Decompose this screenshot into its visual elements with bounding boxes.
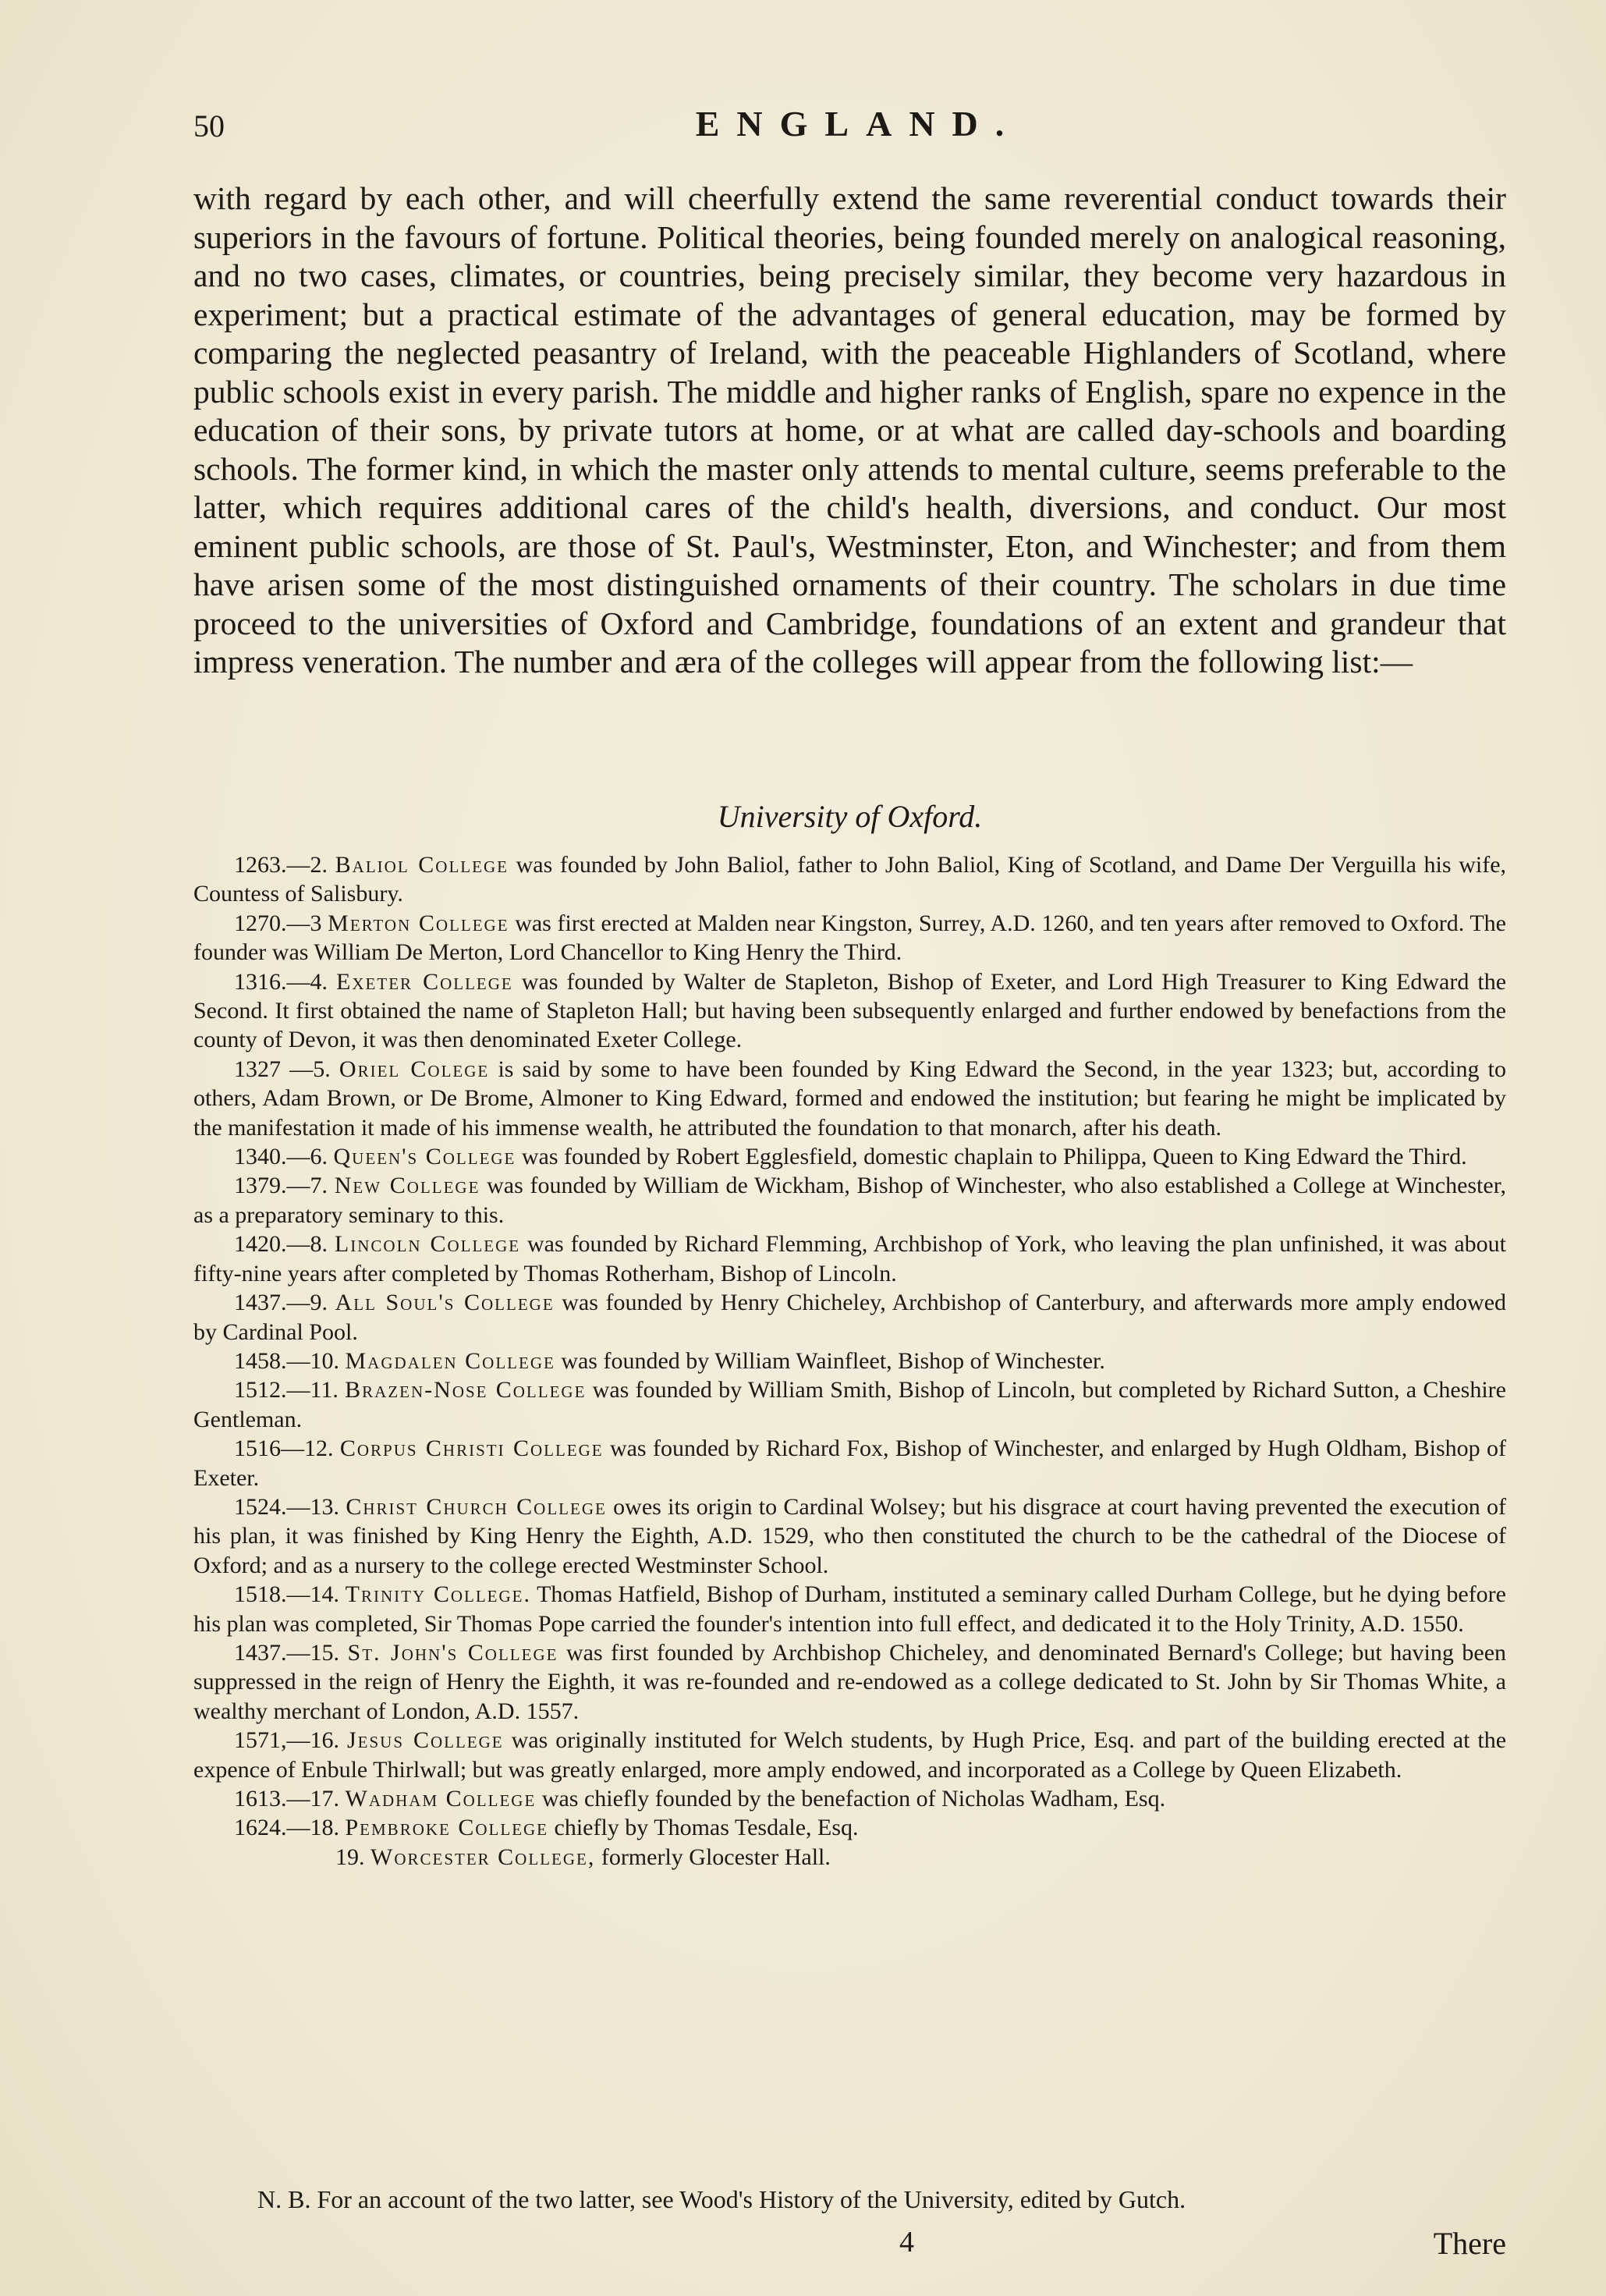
body-text	[193, 179, 1506, 682]
entry-number: 1571,—16.	[234, 1727, 339, 1754]
entry-text: Thomas Hatfield, Bishop of Durham, instituted a seminary called Durham College, but he dying before his plan was completed, Sir Thomas Pope carried the founder's intention into full effect, and dedicated it to the Holy Trinity, A.D. 1550.	[193, 1581, 1506, 1637]
college-name: Pembroke College	[345, 1815, 549, 1841]
running-head: ENGLAND.	[695, 104, 1022, 144]
college-name: Worcester College,	[370, 1844, 596, 1870]
entry-number: 1263.—2.	[234, 852, 328, 878]
entry-number: 1518.—14.	[234, 1581, 339, 1608]
footnote: N. B. For an account of the two latter, see Wood's History of the University, edited by Gutch.	[257, 2185, 1186, 2213]
college-entry	[193, 1492, 1506, 1580]
entry-number: 1437.—15.	[234, 1639, 339, 1666]
entry-text: was founded by Walter de Stapleton, Bishop of Exeter, and Lord High Treasurer to King Edward the Second. It first obtained the name of Stapleton Hall; but having been subsequently enlarged and further endowed by benefactions from the county of Devon, it was then denominated Exeter College.	[193, 968, 1507, 1053]
page-footer	[193, 2225, 1506, 2262]
entry-number: 1420.—8.	[234, 1231, 328, 1258]
college-name: All Soul's College	[335, 1290, 555, 1316]
entry-number: 1437.—9.	[234, 1290, 328, 1316]
entry-number: 1516—12.	[234, 1435, 334, 1462]
entry-number: 1613.—17.	[234, 1786, 339, 1812]
entry-number: 19.	[335, 1844, 365, 1870]
college-entry	[193, 1784, 1506, 1813]
entry-text: owes its origin to Cardinal Wolsey; but his disgrace at court having prevented the execution of his plan, it was finished by King Henry the Eighth, A.D. 1529, who then constituted the church to be the cathedral of the Diocese of Oxford; and as a nursery to the college erected Westminster School.	[193, 1493, 1507, 1578]
entry-text: chiefly by Thomas Tesdale, Esq.	[554, 1815, 859, 1841]
college-entry	[193, 1288, 1506, 1347]
entry-text: was founded by Henry Chicheley, Archbishop of Canterbury, and afterwards more amply endowed by Cardinal Pool.	[193, 1290, 1507, 1345]
college-name: Oriel Colege	[339, 1056, 490, 1082]
college-name: New College	[334, 1173, 480, 1199]
college-entry	[193, 1813, 1506, 1842]
college-entry	[193, 1230, 1506, 1288]
college-name: Lincoln College	[334, 1231, 521, 1258]
entry-text: was founded by William Smith, Bishop of Lincoln, but completed by Richard Sutton, a Cheshire Gentleman.	[193, 1377, 1506, 1432]
entry-text: was founded by Robert Egglesfield, domestic chaplain to Philippa, Queen to King Edward the Third.	[521, 1144, 1467, 1170]
page-number: 50	[193, 108, 225, 144]
entry-text: was founded by Richard Fox, Bishop of Winchester, and enlarged by Hugh Oldham, Bishop of Exeter.	[193, 1435, 1506, 1491]
college-name: Magdalen College	[345, 1347, 555, 1374]
college-entry	[193, 1347, 1506, 1375]
page-header	[193, 100, 1506, 147]
signature-mark: 4	[899, 2226, 914, 2259]
entry-number: 1340.—6.	[234, 1144, 328, 1170]
college-entry	[193, 1434, 1506, 1492]
college-name: Exeter College	[336, 968, 513, 995]
college-name: Wadham College	[345, 1786, 537, 1812]
entry-number: 1512.—11.	[234, 1377, 339, 1404]
entry-text: was founded by Richard Flemming, Archbishop of York, who leaving the plan unfinished, it was about fifty-nine years after completed by Thomas Rotherham, Bishop of Lincoln.	[193, 1231, 1507, 1286]
college-entry	[193, 1055, 1506, 1142]
entry-number: 1524.—13.	[234, 1493, 339, 1520]
entry-text: was founded by William Wainfleet, Bishop of Winchester.	[561, 1347, 1105, 1374]
entry-number: 1270.—3	[234, 910, 322, 936]
college-name: Baliol College	[335, 852, 509, 878]
body-paragraph: with regard by each other, and will cheerfully extend the same reverential conduct towards their superiors in the favours of fortune. Political theories, being founded merely on analogical reasoning, and no two cases, climates, or countries, being precisely similar, they become very hazardous in experiment; but a practical estimate of the advantages of general education, may be formed by comparing the neglected peasantry of Ireland, with the peaceable Highlanders of Scotland, where public schools exist in every parish. The middle and higher ranks of English, spare no expence in the education of their sons, by private tutors at home, or at what are called day-schools and boarding schools. The former kind, in which the master only attends to mental culture, seems preferable to the latter, which requires additional cares of the child's health, diversions, and conduct. Our most eminent public schools, are those of St. Paul's, Westminster, Eton, and Winchester; and from them have arisen some of the most distinguished ornaments of their country. The scholars in due time proceed to the universities of Oxford and Cambridge, foundations of an extent and grandeur that impress veneration. The number and æra of the colleges will appear from the following list:—	[193, 180, 1506, 680]
college-entry	[193, 1638, 1506, 1726]
entry-number: 1379.—7.	[234, 1173, 328, 1199]
entry-text: was first founded by Archbishop Chicheley, and denominated Bernard's College; but having been suppressed in the reign of Henry the Eighth, it was re-founded and re-endowed as a college dedicated to St. John by Sir Thomas White, a wealthy merchant of London, A.D. 1557.	[193, 1639, 1507, 1724]
entry-text: was chiefly founded by the benefaction of Nicholas Wadham, Esq.	[541, 1786, 1166, 1812]
college-entry	[193, 1142, 1506, 1171]
college-name: Jesus College	[346, 1727, 504, 1754]
college-entry	[193, 967, 1506, 1055]
entry-number: 1624.—18.	[234, 1815, 339, 1841]
entry-text: formerly Glocester Hall.	[601, 1844, 831, 1870]
college-list	[193, 850, 1506, 1872]
college-entry	[193, 1375, 1506, 1434]
college-entry	[193, 850, 1506, 909]
entry-number: 1458.—10.	[234, 1347, 339, 1374]
college-entry	[193, 1171, 1506, 1230]
college-name: Christ Church College	[346, 1493, 607, 1520]
college-name: Brazen-Nose College	[345, 1377, 587, 1404]
entry-text: is said by some to have been founded by King Edward the Second, in the year 1323; but, according to others, Adam Brown, or De Brome, Almoner to King Edward, formed and endowed the institution; but fearing he might be implicated by the manifestation it made of his immense wealth, he attributed the foundation to that monarch, after his death.	[193, 1056, 1506, 1141]
entry-text: was originally instituted for Welch students, by Hugh Price, Esq. and part of the building erected at the expence of Enbule Thirlwall; but was greatly enlarged, more amply endowed, and incorporated as a College by Queen Elizabeth.	[193, 1727, 1507, 1783]
college-name: Trinity College.	[345, 1581, 531, 1608]
entry-text: was founded by John Baliol, father to John Baliol, King of Scotland, and Dame Der Verguilla his wife, Countess of Salisbury.	[193, 852, 1507, 907]
entry-number: 1316.—4.	[234, 968, 328, 995]
college-name: Merton College	[328, 910, 509, 936]
college-name: St. John's College	[347, 1639, 558, 1666]
college-entry	[193, 909, 1506, 967]
college-name: Corpus Christi College	[339, 1435, 604, 1462]
entry-text: was founded by William de Wickham, Bishop of Winchester, who also established a College at Winchester, as a preparatory seminary to this.	[193, 1173, 1506, 1228]
catchword: There	[1433, 2226, 1506, 2261]
college-entry	[193, 1843, 1506, 1872]
entry-number: 1327 —5.	[234, 1056, 331, 1082]
college-entry	[193, 1726, 1506, 1784]
college-entry	[193, 1580, 1506, 1638]
college-name: Queen's College	[333, 1144, 516, 1170]
entry-text: was first erected at Malden near Kingston, Surrey, A.D. 1260, and ten years after removed to Oxford. The founder was William De Merton, Lord Chancellor to King Henry the Third.	[193, 910, 1506, 966]
section-title: University of Oxford.	[717, 799, 983, 834]
